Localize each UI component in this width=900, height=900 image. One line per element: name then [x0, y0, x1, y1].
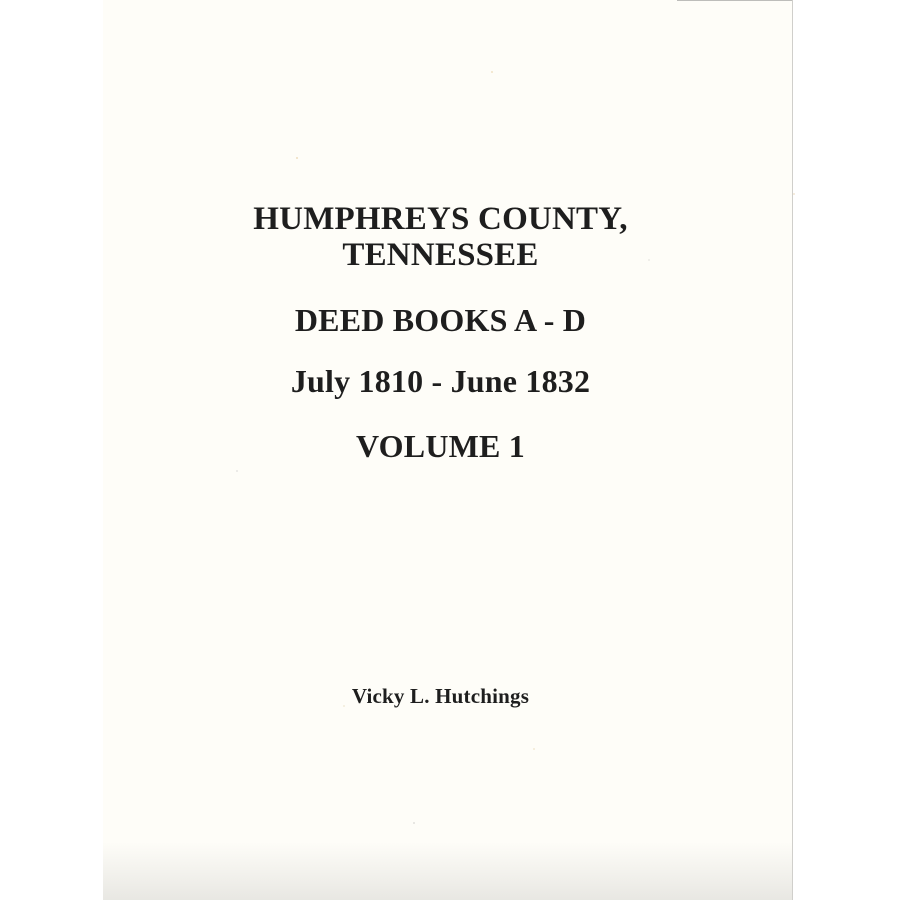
subtitle-deed-books: DEED BOOKS A - D [294, 302, 587, 338]
cover-text-block [103, 0, 792, 900]
author-name: Vicky L. Hutchings [351, 684, 530, 708]
title-line-2: TENNESSEE [342, 237, 539, 273]
book-cover-page [103, 0, 793, 900]
date-range: July 1810 - June 1832 [290, 363, 591, 399]
volume-number: VOLUME 1 [356, 428, 525, 464]
title-line-1: HUMPHREYS COUNTY, [253, 201, 628, 237]
